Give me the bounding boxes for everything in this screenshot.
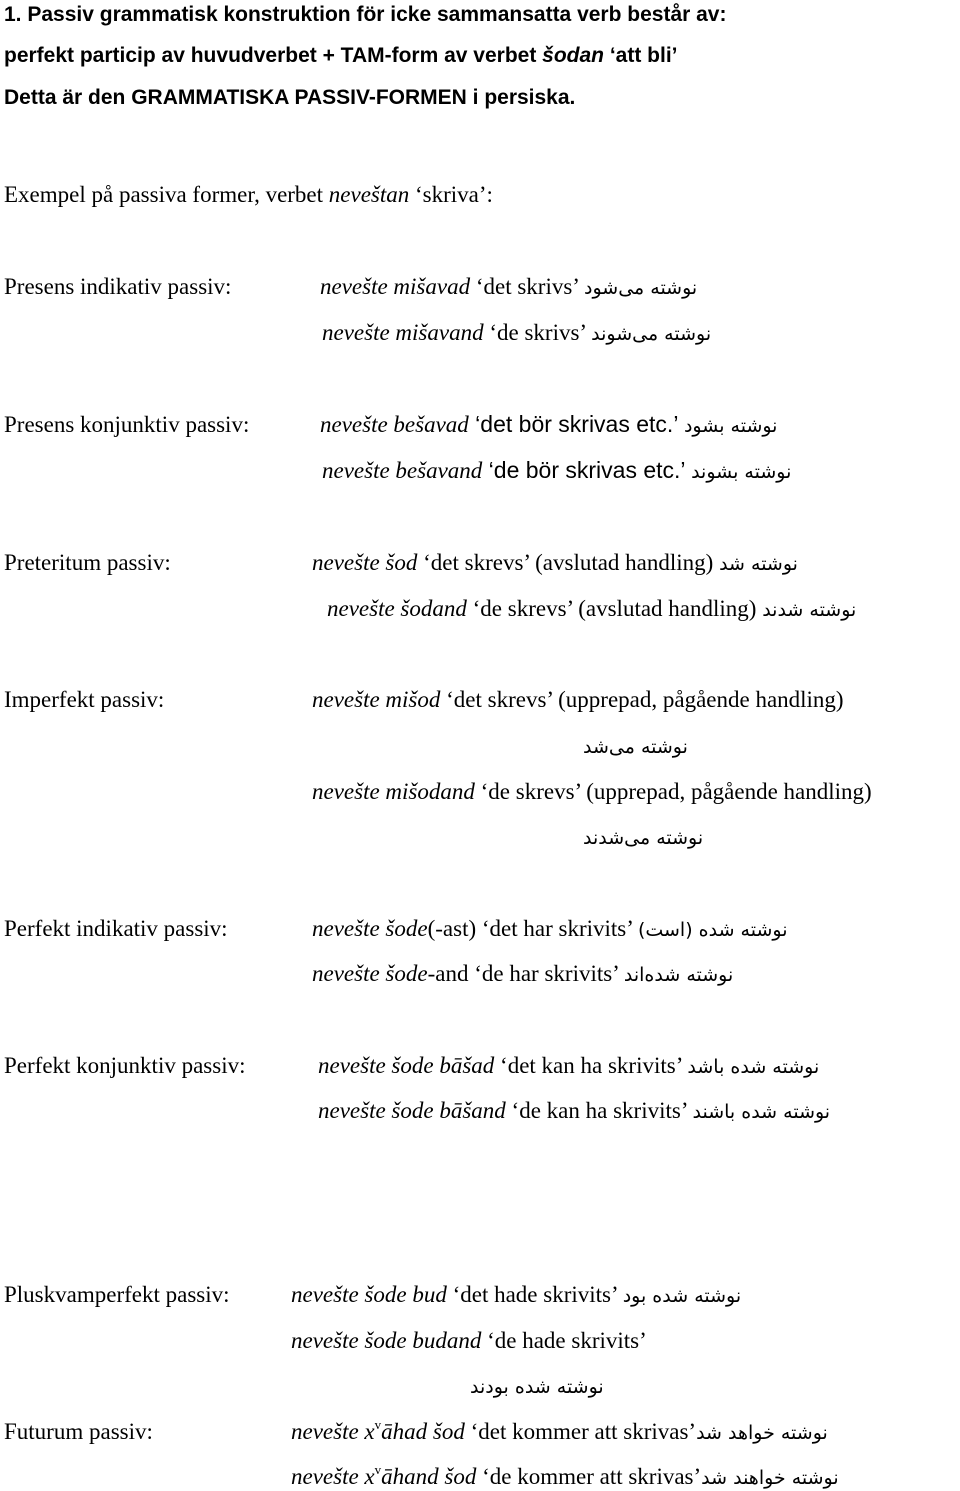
example-form: nevešte šod (312, 550, 418, 575)
persian-form: نوشته بشوند (691, 461, 792, 483)
example-row (291, 1417, 828, 1444)
persian-form: نوشته شده بودند (470, 1376, 604, 1398)
persian-form: نوشته بشود (683, 415, 778, 437)
intro-post: ‘skriva’: (409, 182, 493, 207)
example-form: nevešte šode budand (291, 1328, 482, 1353)
superscript-v: v (374, 1417, 382, 1432)
persian-line (583, 825, 703, 848)
example-row (312, 780, 872, 803)
example-gloss: ‘det skrevs’ (avslutad handling) (417, 550, 720, 575)
example-row (291, 1329, 647, 1352)
example-gloss: ‘det kan ha skrivits’ (494, 1053, 688, 1078)
example-gloss: ‘de kan ha skrivits’ (505, 1098, 693, 1123)
persian-form: نوشته شده باشند (692, 1101, 831, 1123)
example-gloss: ‘de skrevs’ (upprepad, pågående handling) (474, 779, 872, 804)
persian-line (470, 1374, 604, 1397)
example-row (318, 1099, 830, 1122)
section-label: Presens konjunktiv passiv: (4, 412, 250, 437)
example-row (320, 275, 697, 298)
intro-line (4, 183, 493, 206)
section-label: Perfekt konjunktiv passiv: (4, 1053, 246, 1078)
example-gloss: ‘de skrevs’ (avslutad handling) (466, 596, 763, 621)
heading-line-2 (4, 45, 678, 66)
persian-form: نوشته می‌شوند (591, 323, 712, 345)
intro-verb: neveštan (328, 182, 410, 207)
section-label: Preteritum passiv: (4, 550, 171, 575)
example-form-rest: āhand šod (381, 1464, 477, 1489)
example-form: nevešte šodand (327, 596, 467, 621)
persian-form: نوشته شده بود (622, 1285, 742, 1307)
example-gloss: ‘de hade skrivits’ (481, 1328, 647, 1353)
example-form: nevešte mišavad (320, 274, 471, 299)
example-form: nevešte šode bud (291, 1282, 447, 1307)
example-row (322, 321, 711, 344)
example-gloss: ‘det kommer att skrivas’ (464, 1419, 697, 1444)
example-form: nevešte mišodand (312, 779, 475, 804)
example-gloss: ‘det bör skrivas etc.’ (468, 411, 684, 437)
example-row (320, 413, 777, 436)
section-label: Perfekt indikativ passiv: (4, 916, 228, 941)
persian-form: نوشته شدند (762, 599, 857, 621)
heading-verb: šodan (542, 44, 605, 67)
example-row (312, 917, 788, 940)
heading-line-1: 1. Passiv grammatisk konstruktion för icke sammansatta verb består av: (4, 3, 727, 26)
persian-form: نوشته شده باشد (687, 1056, 820, 1078)
example-row (312, 551, 798, 574)
example-row (312, 962, 733, 985)
example-form: nevešte x (291, 1419, 375, 1444)
example-gloss: ‘de har skrivits’ (468, 961, 624, 986)
example-gloss: ‘de bör skrivas etc.’ (482, 457, 692, 483)
example-row (322, 459, 791, 482)
section-label: Futurum passiv: (4, 1419, 153, 1444)
example-gloss: ‘det har skrivits’ (476, 916, 638, 941)
example-gloss: ‘de kommer att skrivas’ (476, 1464, 702, 1489)
example-form: nevešte bešavand (322, 458, 483, 483)
section-label: Pluskvamperfekt passiv: (4, 1282, 230, 1307)
persian-form: نوشته می‌شد (583, 736, 688, 758)
section-label: Presens indikativ passiv: (4, 274, 232, 299)
example-form-rest: āhad šod (381, 1419, 465, 1444)
example-form: nevešte mišavand (322, 320, 484, 345)
example-form: nevešte x (291, 1464, 375, 1489)
section-label: Imperfekt passiv: (4, 687, 165, 712)
persian-form: نوشته می‌شدند (583, 827, 704, 849)
example-suffix: (-ast) (427, 916, 477, 941)
example-gloss: ‘det skrivs’ (470, 274, 585, 299)
example-gloss: ‘det hade skrivits’ (446, 1282, 623, 1307)
persian-form: نوشته می‌شود (584, 277, 698, 299)
example-gloss: ‘de skrivs’ (483, 320, 592, 345)
example-row (318, 1054, 819, 1077)
example-form: nevešte mišod (312, 687, 441, 712)
persian-form: نوشته شده (است) (637, 919, 788, 941)
persian-form: نوشته شد (719, 553, 798, 575)
heading-line-3: Detta är den GRAMMATISKA PASSIV-FORMEN i persiska. (4, 86, 576, 109)
example-form: nevešte šode bāšad (318, 1053, 495, 1078)
example-form: nevešte šode (312, 916, 428, 941)
superscript-v: v (374, 1462, 382, 1477)
example-form: nevešte šode bāšand (318, 1098, 506, 1123)
example-form: nevešte bešavad (320, 412, 469, 437)
intro-pre: Exempel på passiva former, verbet (4, 182, 329, 207)
heading-line-2-pre: perfekt particip av huvudverbet + TAM-form av verbet (4, 44, 543, 67)
example-row (291, 1462, 839, 1489)
persian-line (583, 734, 688, 757)
example-row (291, 1283, 741, 1306)
persian-form: نوشته خواهند شد (701, 1467, 839, 1489)
persian-form: نوشته خواهد شد (696, 1422, 828, 1444)
heading-line-2-post: ‘att bli’ (604, 44, 678, 67)
example-row (312, 688, 844, 711)
example-row (327, 597, 856, 620)
example-form: nevešte šode (312, 961, 428, 986)
example-gloss: ‘det skrevs’ (upprepad, pågående handling) (440, 687, 844, 712)
persian-form: نوشته شده‌اند (623, 964, 734, 986)
example-suffix: -and (427, 961, 469, 986)
